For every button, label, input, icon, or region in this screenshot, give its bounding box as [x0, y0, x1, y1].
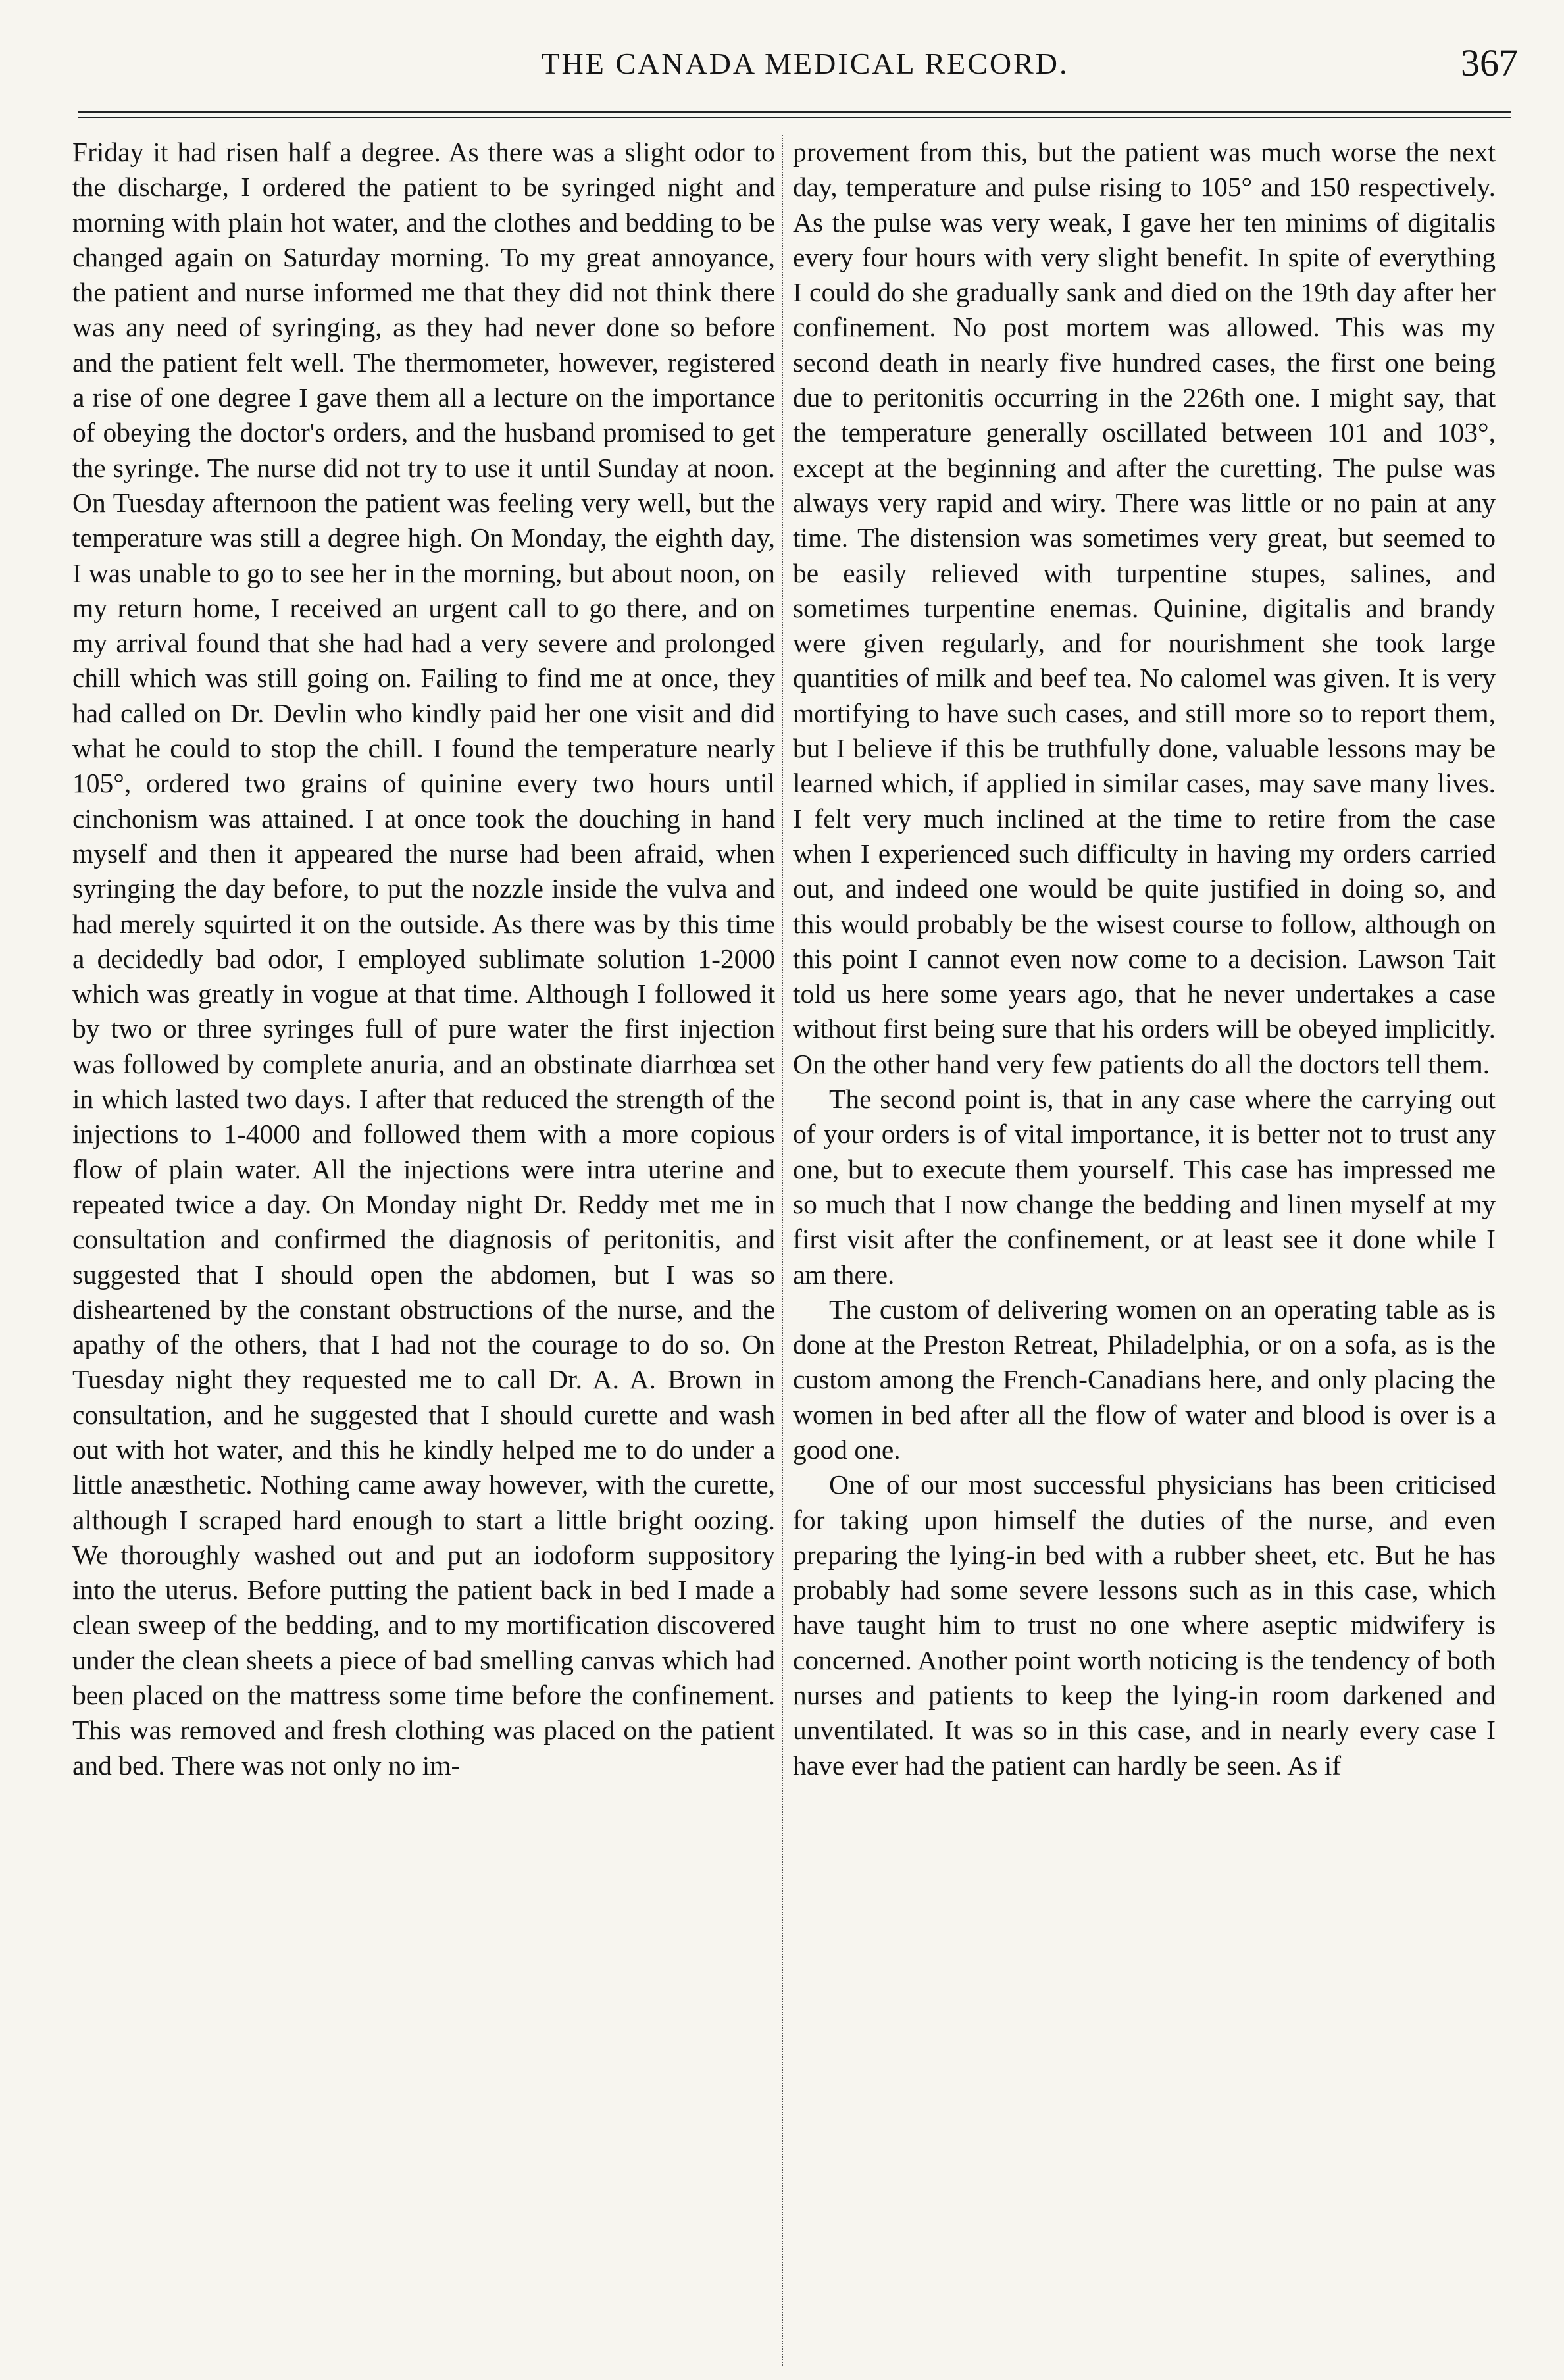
header-rule — [78, 111, 1511, 113]
header-rule-secondary — [78, 117, 1511, 118]
paragraph: The custom of delivering women on an operating table as is done at the Preston Retreat, Philadelphia, or on a sofa, as is the custom among the French-Canadians here, and only placing the women in bed after all the flow of water and blood is over is a good one. — [793, 1294, 1496, 1465]
paragraph: provement from this, but the patient was much worse the next day, temperature and pulse rising to 105° and 150 respectively. As the pulse was very weak, I gave her ten minims of digitalis every four hours with very slight benefit. In spite of everything I could do she gradually sank and died on the 19th day after her confinement. No post mortem was allowed. This was my second death in nearly five hundred cases, the first one being due to peritonitis occurring in the 226th one. I might say, that the temperature generally oscillated between 101 and 103°, except at the beginning and after the curetting. The pulse was always very rapid and wiry. There was little or no pain at any time. The distension was sometimes very great, but seemed to be easily relieved with turpentine stupes, salines, and sometimes turpentine enemas. Quinine, digitalis and brandy were given regularly, and for nourishment she took large quantities of milk and beef tea. No calomel was given. It is very mortifying to have such cases, and still more so to report them, but I believe if this be truthfully done, valuable lessons may be learned which, if applied in similar cases, may save many lives. I felt very much inclined at the time to retire from the case when I experienced such difficulty in having my orders carried out, and indeed one would be quite justified in doing so, and this would probably be the wisest course to follow, although on this point I cannot even now come to a decision. Lawson Tait told us here some years ago, that he never undertakes a case without first being sure that his orders will be obeyed implicitly. On the other hand very few patients do all the doctors tell them. — [793, 137, 1496, 1079]
paragraph: One of our most successful physicians has been criticised for taking upon himself the duties of the nurse, and even preparing the lying-in bed with a rubber sheet, etc. But he has probably had some severe lessons such as in this case, which have taught him to trust no one where aseptic midwifery is concerned. Another point worth noticing is the tendency of both nurses and patients to keep the lying-in room darkened and unventilated. It was so in this case, and in nearly every case I have ever had the patient can hardly be seen. As if — [793, 1469, 1496, 1781]
right-column — [793, 135, 1496, 1783]
paragraph: Friday it had risen half a degree. As there was a slight odor to the discharge, I ordered the patient to be syringed night and morning with plain hot water, and the clothes and bedding to be changed again on Saturday morning. To my great annoyance, the patient and nurse informed me that they did not think there was any need of syringing, as they had never done so before and the patient felt well. The thermometer, however, registered a rise of one degree I gave them all a lecture on the importance of obeying the doctor's orders, and the husband promised to get the syringe. The nurse did not try to use it until Sunday at noon. On Tuesday afternoon the patient was feeling very well, but the temperature was still a degree high. On Monday, the eighth day, I was unable to go to see her in the morning, but about noon, on my return home, I received an urgent call to go there, and on my arrival found that she had had a very severe and prolonged chill which was still going on. Failing to find me at once, they had called on Dr. Devlin who kindly paid her one visit and did what he could to stop the chill. I found the temperature nearly 105°, ordered two grains of quinine every two hours until cinchonism was attained. I at once took the douching in hand myself and then it appeared the nurse had been afraid, when syringing the day before, to put the nozzle inside the vulva and had merely squirted it on the outside. As there was by this time a decidedly bad odor, I employed sublimate solution 1-2000 which was greatly in vogue at that time. Although I followed it by two or three syringes full of pure water the first injection was followed by complete anuria, and an obstinate diarrhœa set in which lasted two days. I after that reduced the strength of the injections to 1-4000 and followed them with a more copious flow of plain water. All the injections were intra uterine and repeated twice a day. On Monday night Dr. Reddy met me in consultation and confirmed the diagnosis of peritonitis, and suggested that I should open the abdomen, but I was so disheartened by the constant obstructions of the nurse, and the apathy of the others, that I had not the courage to do so. On Tuesday night they requested me to call Dr. A. A. Brown in consultation, and he suggested that I should curette and wash out with hot water, and this he kindly helped me to do under a little anæsthetic. Nothing came away however, with the curette, although I scraped hard enough to start a little bright oozing. We thoroughly washed out and put an iodoform suppository into the uterus. Before putting the patient back in bed I made a clean sweep of the bedding, and to my mortification discovered under the clean sheets a piece of bad smelling canvas which had been placed on the mattress some time before the confinement. This was removed and fresh clothing was placed on the patient and bed. There was not only no im- — [72, 137, 775, 1781]
paragraph: The second point is, that in any case where the carrying out of your orders is of vital importance, it is better not to trust any one, but to execute them yourself. This case has impressed me so much that I now change the bedding and linen myself at my first visit after the confinement, or at least see it done while I am there. — [793, 1084, 1496, 1290]
page-header — [72, 32, 1538, 91]
running-title: THE CANADA MEDICAL RECORD. — [541, 47, 1069, 80]
page-number: 367 — [1461, 41, 1518, 84]
left-column — [72, 135, 775, 1783]
column-divider — [782, 135, 783, 2366]
